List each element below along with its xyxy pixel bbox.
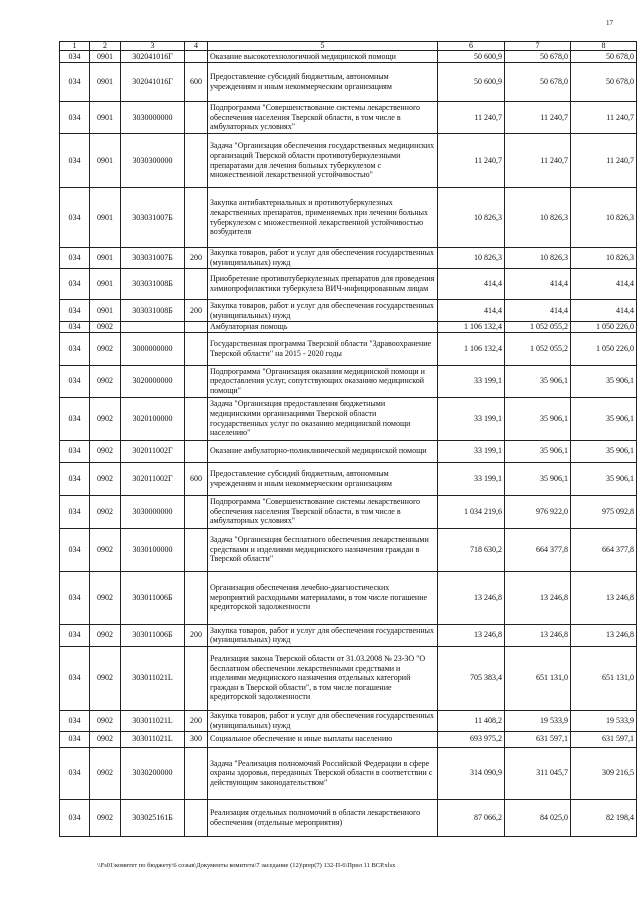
table-row xyxy=(60,300,637,322)
cell-amount-3: 10 826,3 xyxy=(571,188,637,248)
cell-admin-code: 034 xyxy=(60,397,90,440)
cell-amount-2: 84 025,0 xyxy=(505,799,571,836)
cell-amount-3: 35 906,1 xyxy=(571,365,637,397)
cell-amount-3: 414,4 xyxy=(571,300,637,322)
cell-amount-1: 33 199,1 xyxy=(438,462,505,495)
cell-name: Реализация закона Тверской области от 31.03.2008 № 23-ЗО "О бесплатном обеспечении лекарственными средствами и изделиями медицинского назначения отдельных категорий граждан в Тверской области", в том числе погашение кредиторской задолженности xyxy=(208,646,438,710)
cell-section-code: 0901 xyxy=(90,63,121,102)
cell-amount-2: 50 678,0 xyxy=(505,63,571,102)
cell-target-article: 3020100000 xyxy=(121,397,185,440)
cell-amount-1: 50 600,9 xyxy=(438,63,505,102)
cell-amount-2: 11 240,7 xyxy=(505,134,571,188)
cell-amount-1: 10 826,3 xyxy=(438,188,505,248)
cell-expense-type xyxy=(185,747,208,799)
cell-section-code: 0902 xyxy=(90,624,121,646)
cell-section-code: 0901 xyxy=(90,269,121,300)
cell-amount-2: 1 052 055,2 xyxy=(505,332,571,365)
cell-amount-3: 13 246,8 xyxy=(571,624,637,646)
cell-section-code: 0902 xyxy=(90,365,121,397)
cell-name: Подпрограмма "Совершенствование системы лекарственного обеспечения населения Тверской области, в том числе в амбулаторных условиях" xyxy=(208,102,438,134)
column-number-3: 3 xyxy=(121,42,185,51)
cell-name: Закупка товаров, работ и услуг для обеспечения государственных (муниципальных) нужд xyxy=(208,300,438,322)
cell-section-code: 0902 xyxy=(90,799,121,836)
cell-admin-code: 034 xyxy=(60,134,90,188)
cell-expense-type xyxy=(185,102,208,134)
cell-name: Задача "Организация обеспечения государственных медицинских организаций Тверской области противотуберкулезными препаратами для лечения больных туберкулезом с множественной лекарственной устойчивостью" xyxy=(208,134,438,188)
table-row xyxy=(60,332,637,365)
cell-section-code: 0902 xyxy=(90,528,121,571)
budget-table xyxy=(59,41,637,837)
cell-amount-2: 976 922,0 xyxy=(505,495,571,528)
cell-amount-1: 11 240,7 xyxy=(438,102,505,134)
table-row xyxy=(60,495,637,528)
page-number: 17 xyxy=(606,19,613,27)
cell-amount-2: 13 246,8 xyxy=(505,624,571,646)
cell-expense-type xyxy=(185,571,208,624)
cell-admin-code: 034 xyxy=(60,799,90,836)
cell-name: Реализация отдельных полномочий в области лекарственного обеспечения (отдельные мероприятия) xyxy=(208,799,438,836)
table-row xyxy=(60,397,637,440)
cell-amount-2: 11 240,7 xyxy=(505,102,571,134)
cell-expense-type: 200 xyxy=(185,710,208,731)
cell-expense-type xyxy=(185,495,208,528)
cell-amount-1: 11 240,7 xyxy=(438,134,505,188)
cell-name: Подпрограмма "Организация оказания медицинской помощи и предоставления услуг, сопутствующих оказанию медицинской помощи" xyxy=(208,365,438,397)
cell-amount-1: 414,4 xyxy=(438,269,505,300)
cell-expense-type: 200 xyxy=(185,248,208,269)
cell-section-code: 0902 xyxy=(90,646,121,710)
cell-target-article: 3030000000 xyxy=(121,102,185,134)
cell-name: Государственная программа Тверской области "Здравоохранение Тверской области" на 2015 - 2020 годы xyxy=(208,332,438,365)
column-number-1: 1 xyxy=(60,42,90,51)
cell-amount-1: 50 600,9 xyxy=(438,51,505,63)
cell-admin-code: 034 xyxy=(60,747,90,799)
cell-expense-type: 300 xyxy=(185,731,208,747)
cell-expense-type: 200 xyxy=(185,300,208,322)
cell-amount-1: 10 826,3 xyxy=(438,248,505,269)
table-row xyxy=(60,624,637,646)
table-row xyxy=(60,646,637,710)
cell-amount-1: 414,4 xyxy=(438,300,505,322)
cell-amount-2: 10 826,3 xyxy=(505,248,571,269)
table-row xyxy=(60,710,637,731)
cell-name: Закупка товаров, работ и услуг для обеспечения государственных (муниципальных) нужд xyxy=(208,248,438,269)
cell-section-code: 0902 xyxy=(90,731,121,747)
cell-amount-3: 631 597,1 xyxy=(571,731,637,747)
cell-section-code: 0901 xyxy=(90,300,121,322)
cell-amount-2: 13 246,8 xyxy=(505,571,571,624)
table-row xyxy=(60,365,637,397)
cell-section-code: 0902 xyxy=(90,322,121,333)
cell-target-article: 303031008Б xyxy=(121,269,185,300)
cell-admin-code: 034 xyxy=(60,646,90,710)
cell-expense-type xyxy=(185,646,208,710)
cell-admin-code: 034 xyxy=(60,248,90,269)
cell-name: Задача "Реализация полномочий Российской Федерации в сфере охраны здоровья, переданных Тверской области в соответствии с действующим законодательством" xyxy=(208,747,438,799)
cell-name: Амбулаторная помощь xyxy=(208,322,438,333)
cell-amount-3: 50 678,0 xyxy=(571,63,637,102)
cell-amount-2: 19 533,9 xyxy=(505,710,571,731)
cell-amount-3: 35 906,1 xyxy=(571,462,637,495)
cell-amount-2: 631 597,1 xyxy=(505,731,571,747)
table-body xyxy=(60,51,637,837)
cell-expense-type xyxy=(185,188,208,248)
cell-target-article: 303011006Б xyxy=(121,571,185,624)
table-row xyxy=(60,63,637,102)
cell-name: Предоставление субсидий бюджетным, автономным учреждениям и иным некоммерческим организациям xyxy=(208,462,438,495)
cell-expense-type xyxy=(185,322,208,333)
cell-amount-2: 651 131,0 xyxy=(505,646,571,710)
cell-amount-1: 1 106 132,4 xyxy=(438,322,505,333)
cell-section-code: 0902 xyxy=(90,440,121,462)
cell-amount-3: 1 050 226,0 xyxy=(571,332,637,365)
cell-amount-3: 11 240,7 xyxy=(571,134,637,188)
cell-name: Оказание амбулаторно-поликлинической медицинской помощи xyxy=(208,440,438,462)
cell-target-article xyxy=(121,322,185,333)
cell-amount-1: 314 090,9 xyxy=(438,747,505,799)
cell-name: Социальное обеспечение и иные выплаты населению xyxy=(208,731,438,747)
cell-expense-type: 600 xyxy=(185,63,208,102)
cell-expense-type: 600 xyxy=(185,462,208,495)
cell-target-article: 303011021L xyxy=(121,710,185,731)
cell-target-article: 3030200000 xyxy=(121,747,185,799)
cell-target-article: 3030000000 xyxy=(121,495,185,528)
cell-section-code: 0901 xyxy=(90,134,121,188)
cell-expense-type xyxy=(185,440,208,462)
cell-section-code: 0902 xyxy=(90,571,121,624)
cell-amount-1: 33 199,1 xyxy=(438,397,505,440)
cell-target-article: 303011021L xyxy=(121,731,185,747)
cell-admin-code: 034 xyxy=(60,624,90,646)
file-path-footer: \\Fs01\комитет по бюджету\6 созыв\Документы комитета\7 заседание (12)\prep(7) 132-П-6\Прил 11 ВСР.xlsx xyxy=(97,862,396,869)
cell-admin-code: 034 xyxy=(60,495,90,528)
cell-name: Закупка товаров, работ и услуг для обеспечения государственных (муниципальных) нужд xyxy=(208,624,438,646)
cell-amount-3: 11 240,7 xyxy=(571,102,637,134)
cell-section-code: 0902 xyxy=(90,397,121,440)
cell-admin-code: 034 xyxy=(60,188,90,248)
cell-amount-3: 50 678,0 xyxy=(571,51,637,63)
cell-expense-type xyxy=(185,134,208,188)
cell-amount-1: 13 246,8 xyxy=(438,571,505,624)
cell-amount-2: 664 377,8 xyxy=(505,528,571,571)
cell-name: Закупка товаров, работ и услуг для обеспечения государственных (муниципальных) нужд xyxy=(208,710,438,731)
cell-target-article: 3000000000 xyxy=(121,332,185,365)
cell-section-code: 0902 xyxy=(90,747,121,799)
cell-amount-1: 705 383,4 xyxy=(438,646,505,710)
cell-amount-2: 1 052 055,2 xyxy=(505,322,571,333)
cell-amount-3: 414,4 xyxy=(571,269,637,300)
cell-amount-2: 35 906,1 xyxy=(505,397,571,440)
table-row xyxy=(60,747,637,799)
cell-section-code: 0902 xyxy=(90,495,121,528)
cell-amount-3: 651 131,0 xyxy=(571,646,637,710)
cell-section-code: 0901 xyxy=(90,102,121,134)
cell-admin-code: 034 xyxy=(60,571,90,624)
cell-amount-1: 718 630,2 xyxy=(438,528,505,571)
cell-amount-3: 13 246,8 xyxy=(571,571,637,624)
cell-admin-code: 034 xyxy=(60,269,90,300)
cell-admin-code: 034 xyxy=(60,710,90,731)
column-number-8: 8 xyxy=(571,42,637,51)
cell-target-article: 302011002Г xyxy=(121,462,185,495)
table-row xyxy=(60,799,637,836)
table-row xyxy=(60,248,637,269)
cell-name: Закупка антибактериальных и противотуберкулезных лекарственных препаратов, применяемых при лечении больных туберкулезом с множественной лекарственной устойчивостью возбудителя xyxy=(208,188,438,248)
cell-amount-1: 1 034 219,6 xyxy=(438,495,505,528)
column-number-4: 4 xyxy=(185,42,208,51)
cell-expense-type xyxy=(185,528,208,571)
cell-admin-code: 034 xyxy=(60,731,90,747)
cell-amount-1: 13 246,8 xyxy=(438,624,505,646)
column-number-2: 2 xyxy=(90,42,121,51)
cell-name: Оказание высокотехнологичной медицинской помощи xyxy=(208,51,438,63)
cell-amount-2: 414,4 xyxy=(505,269,571,300)
table-row xyxy=(60,462,637,495)
cell-target-article: 3030300000 xyxy=(121,134,185,188)
cell-name: Организация обеспечения лечебно-диагностических мероприятий расходными материалами, в том числе погашение кредиторской задолженности xyxy=(208,571,438,624)
column-number-6: 6 xyxy=(438,42,505,51)
cell-amount-2: 35 906,1 xyxy=(505,440,571,462)
cell-expense-type xyxy=(185,269,208,300)
cell-name: Предоставление субсидий бюджетным, автономным учреждениям и иным некоммерческим организациям xyxy=(208,63,438,102)
cell-target-article: 3020000000 xyxy=(121,365,185,397)
table-row xyxy=(60,731,637,747)
cell-amount-3: 309 216,5 xyxy=(571,747,637,799)
cell-target-article: 303031008Б xyxy=(121,300,185,322)
table-row xyxy=(60,51,637,63)
cell-amount-2: 35 906,1 xyxy=(505,462,571,495)
cell-admin-code: 034 xyxy=(60,332,90,365)
cell-amount-3: 35 906,1 xyxy=(571,440,637,462)
table-row xyxy=(60,440,637,462)
cell-name: Задача "Организация предоставления бюджетными медицинскими организациями Тверской области государственных услуг по оказанию медицинской помощи населению" xyxy=(208,397,438,440)
cell-name: Подпрограмма "Совершенствование системы лекарственного обеспечения населения Тверской области, в том числе в амбулаторных условиях" xyxy=(208,495,438,528)
cell-amount-2: 50 678,0 xyxy=(505,51,571,63)
cell-target-article: 302011002Г xyxy=(121,440,185,462)
cell-target-article: 303031007Б xyxy=(121,188,185,248)
cell-section-code: 0902 xyxy=(90,710,121,731)
cell-amount-1: 1 106 132,4 xyxy=(438,332,505,365)
table-row xyxy=(60,322,637,333)
cell-amount-3: 1 050 226,0 xyxy=(571,322,637,333)
column-number-7: 7 xyxy=(505,42,571,51)
cell-target-article: 303011006Б xyxy=(121,624,185,646)
cell-amount-2: 414,4 xyxy=(505,300,571,322)
cell-expense-type xyxy=(185,397,208,440)
cell-admin-code: 034 xyxy=(60,322,90,333)
table-row xyxy=(60,269,637,300)
cell-expense-type: 200 xyxy=(185,624,208,646)
cell-expense-type xyxy=(185,332,208,365)
cell-amount-1: 11 408,2 xyxy=(438,710,505,731)
cell-expense-type xyxy=(185,799,208,836)
cell-expense-type xyxy=(185,365,208,397)
table-row xyxy=(60,571,637,624)
cell-amount-3: 10 826,3 xyxy=(571,248,637,269)
cell-admin-code: 034 xyxy=(60,51,90,63)
cell-amount-3: 35 906,1 xyxy=(571,397,637,440)
cell-target-article: 303011021L xyxy=(121,646,185,710)
cell-section-code: 0901 xyxy=(90,51,121,63)
cell-target-article: 302041016Г xyxy=(121,63,185,102)
cell-admin-code: 034 xyxy=(60,440,90,462)
cell-admin-code: 034 xyxy=(60,528,90,571)
column-number-row xyxy=(60,42,637,51)
cell-amount-1: 87 066,2 xyxy=(438,799,505,836)
cell-amount-2: 35 906,1 xyxy=(505,365,571,397)
column-number-5: 5 xyxy=(208,42,438,51)
cell-amount-3: 19 533,9 xyxy=(571,710,637,731)
cell-admin-code: 034 xyxy=(60,102,90,134)
cell-expense-type xyxy=(185,51,208,63)
cell-admin-code: 034 xyxy=(60,300,90,322)
cell-target-article: 302041016Г xyxy=(121,51,185,63)
table-row xyxy=(60,188,637,248)
cell-amount-3: 975 092,8 xyxy=(571,495,637,528)
cell-admin-code: 034 xyxy=(60,365,90,397)
cell-target-article: 3030100000 xyxy=(121,528,185,571)
cell-amount-1: 33 199,1 xyxy=(438,365,505,397)
table-row xyxy=(60,102,637,134)
cell-amount-1: 33 199,1 xyxy=(438,440,505,462)
cell-target-article: 303031007Б xyxy=(121,248,185,269)
cell-section-code: 0901 xyxy=(90,248,121,269)
table-row xyxy=(60,528,637,571)
cell-amount-3: 664 377,8 xyxy=(571,528,637,571)
cell-admin-code: 034 xyxy=(60,462,90,495)
cell-target-article: 303025161Б xyxy=(121,799,185,836)
cell-section-code: 0902 xyxy=(90,332,121,365)
cell-amount-3: 82 198,4 xyxy=(571,799,637,836)
cell-section-code: 0901 xyxy=(90,188,121,248)
cell-amount-2: 311 045,7 xyxy=(505,747,571,799)
table-row xyxy=(60,134,637,188)
cell-name: Задача "Организация бесплатного обеспечения лекарственными средствами и изделиями медицинского назначения граждан в Тверской области" xyxy=(208,528,438,571)
cell-admin-code: 034 xyxy=(60,63,90,102)
cell-name: Приобретение противотуберкулезных препаратов для проведения химиопрофилактики туберкулеза ВИЧ-инфицированным лицам xyxy=(208,269,438,300)
cell-section-code: 0902 xyxy=(90,462,121,495)
cell-amount-1: 693 975,2 xyxy=(438,731,505,747)
cell-amount-2: 10 826,3 xyxy=(505,188,571,248)
